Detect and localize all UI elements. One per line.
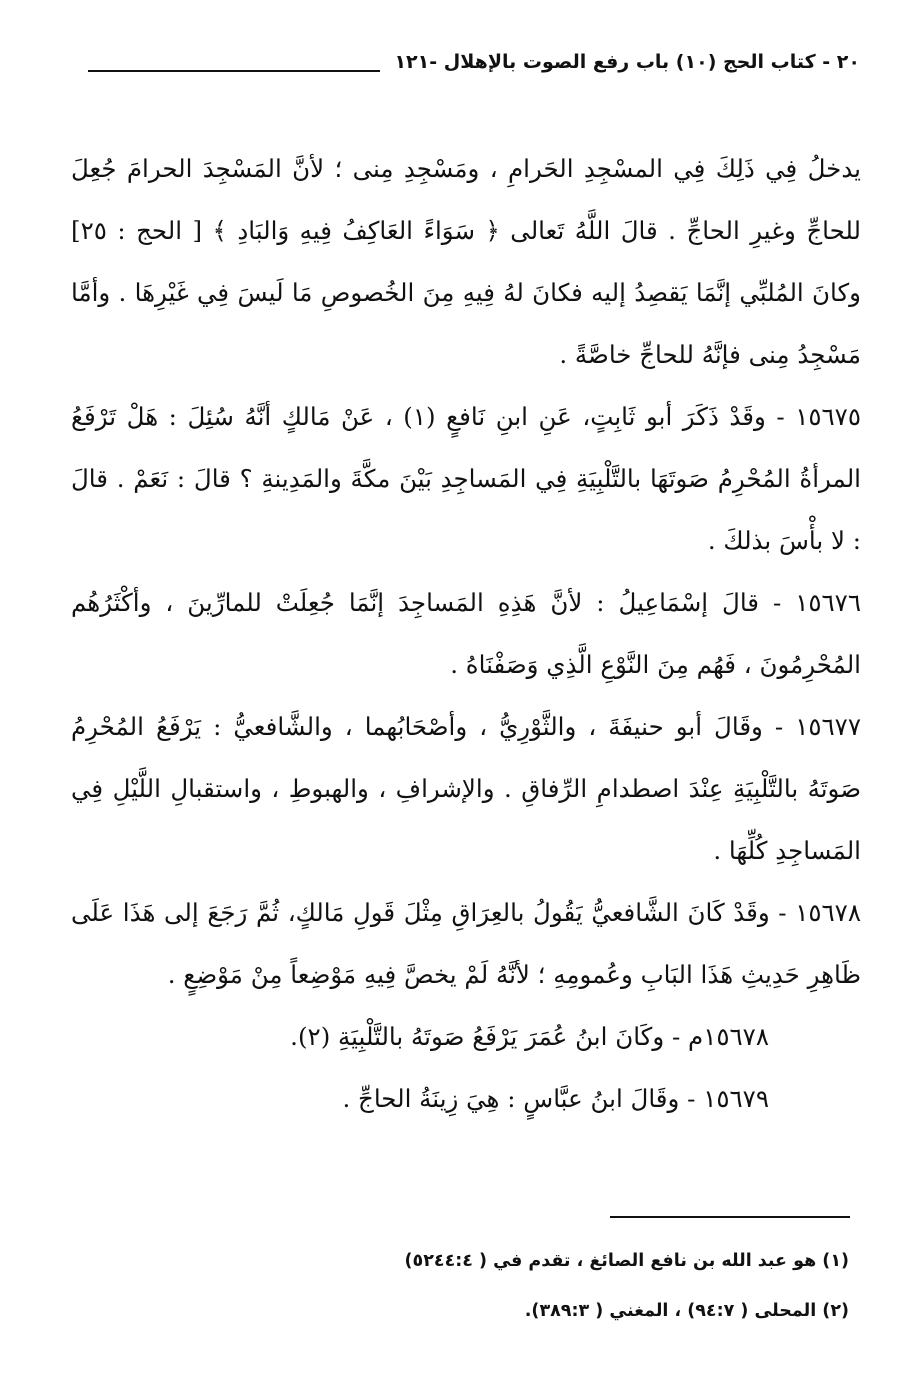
paragraph: ١٥٦٧٩ - وقَالَ ابنُ عبَّاسٍ : هِيَ زِينَةُ الحاجِّ .: [342, 1084, 769, 1113]
paragraph: ١٥٦٧٨م - وكَانَ ابنُ عُمَرَ يَرْفَعُ صَوتَهُ بالتَّلْبِيَةِ (٢).: [290, 1022, 769, 1051]
footnote: (١) هو عبد الله بن نافع الصائغ ، تقدم في ( ٥٢٤٤:٤): [404, 1251, 849, 1271]
main-text: [71, 138, 861, 1130]
header-rule: [88, 70, 380, 72]
footnote-rule: [610, 1216, 850, 1218]
running-header: [88, 42, 860, 82]
paragraph: ١٥٦٧٦ - قالَ إسْمَاعِيلُ : لأنَّ هَذِهِ المَساجِدَ إنَّمَا جُعِلَتْ للمارِّينَ ، وأكْثَرُهُم المُحْرِمُونَ ، فَهُم مِنَ النَّوْعِ الَّذِي وَصَفْنَاهُ .: [71, 588, 861, 679]
paragraph: ١٥٦٧٥ - وقَدْ ذَكَرَ أبو ثَابِتٍ، عَنِ ابنِ نَافعٍ (١) ، عَنْ مَالكٍ أنَّهُ سُئِلَ : هَلْ تَرْفَعُ المرأةُ المُحْرِمُ صَوتَهَا بالتَّلْبِيَةِ فِي المَساجِدِ بَيْنَ مكَّةَ والمَدِينةِ ؟ قالَ : نَعَمْ . قالَ : لا بأْسَ بذلكَ .: [71, 402, 861, 555]
paragraph: ١٥٦٧٧ - وقَالَ أبو حنيفَةَ ، والثَّوْرِيُّ ، وأصْحَابُهما ، والشَّافعيُّ : يَرْفَعُ المُحْرِمُ صَوتَهُ بالتَّلْبِيَةِ عِنْدَ اصطدامِ الرِّفاقِ . والإشرافِ ، والهبوطِ ، واستقبالِ اللَّيْلِ فِي المَساجِدِ كُلِّهَا .: [71, 712, 861, 865]
footnotes: [89, 1236, 849, 1336]
paragraph: يدخلُ فِي ذَلِكَ فِي المسْجِدِ الحَرامِ ، ومَسْجِدِ مِنى ؛ لأنَّ المَسْجِدَ الحرامَ جُعِلَ للحاجِّ وغيرِ الحاجِّ . قالَ اللَّهُ تَعالى ﴿ سَوَاءً العَاكِفُ فِيهِ وَالبَادِ ﴾ [ الحج : ٢٥] وكانَ المُلبِّي إنَّمَا يَقصِدُ إليه فكانَ لهُ فِيهِ مِنَ الخُصوصِ مَا لَيسَ فِي غَيْرِهَا . وأمَّا مَسْجِدُ مِنى فإنَّهُ للحاجِّ خاصَّةً .: [71, 154, 861, 369]
header-title: ٢٠ - كتاب الحج (١٠) باب رفع الصوت بالإهلال -١٢١: [394, 51, 860, 73]
footnote: (٢) المحلى ( ٩٤:٧) ، المغني ( ٣٨٩:٣).: [524, 1301, 849, 1321]
paragraph: ١٥٦٧٨ - وقَدْ كَانَ الشَّافعيُّ يَقُولُ بالعِرَاقِ مِثْلَ قَولِ مَالكٍ، ثُمَّ رَجَعَ إلى هَذَا عَلَى ظَاهِرِ حَدِيثِ هَذَا البَابِ وعُمومِهِ ؛ لأنَّهُ لَمْ يخصَّ فِيهِ مَوْضِعاً مِنْ مَوْضِعٍ .: [71, 898, 861, 989]
